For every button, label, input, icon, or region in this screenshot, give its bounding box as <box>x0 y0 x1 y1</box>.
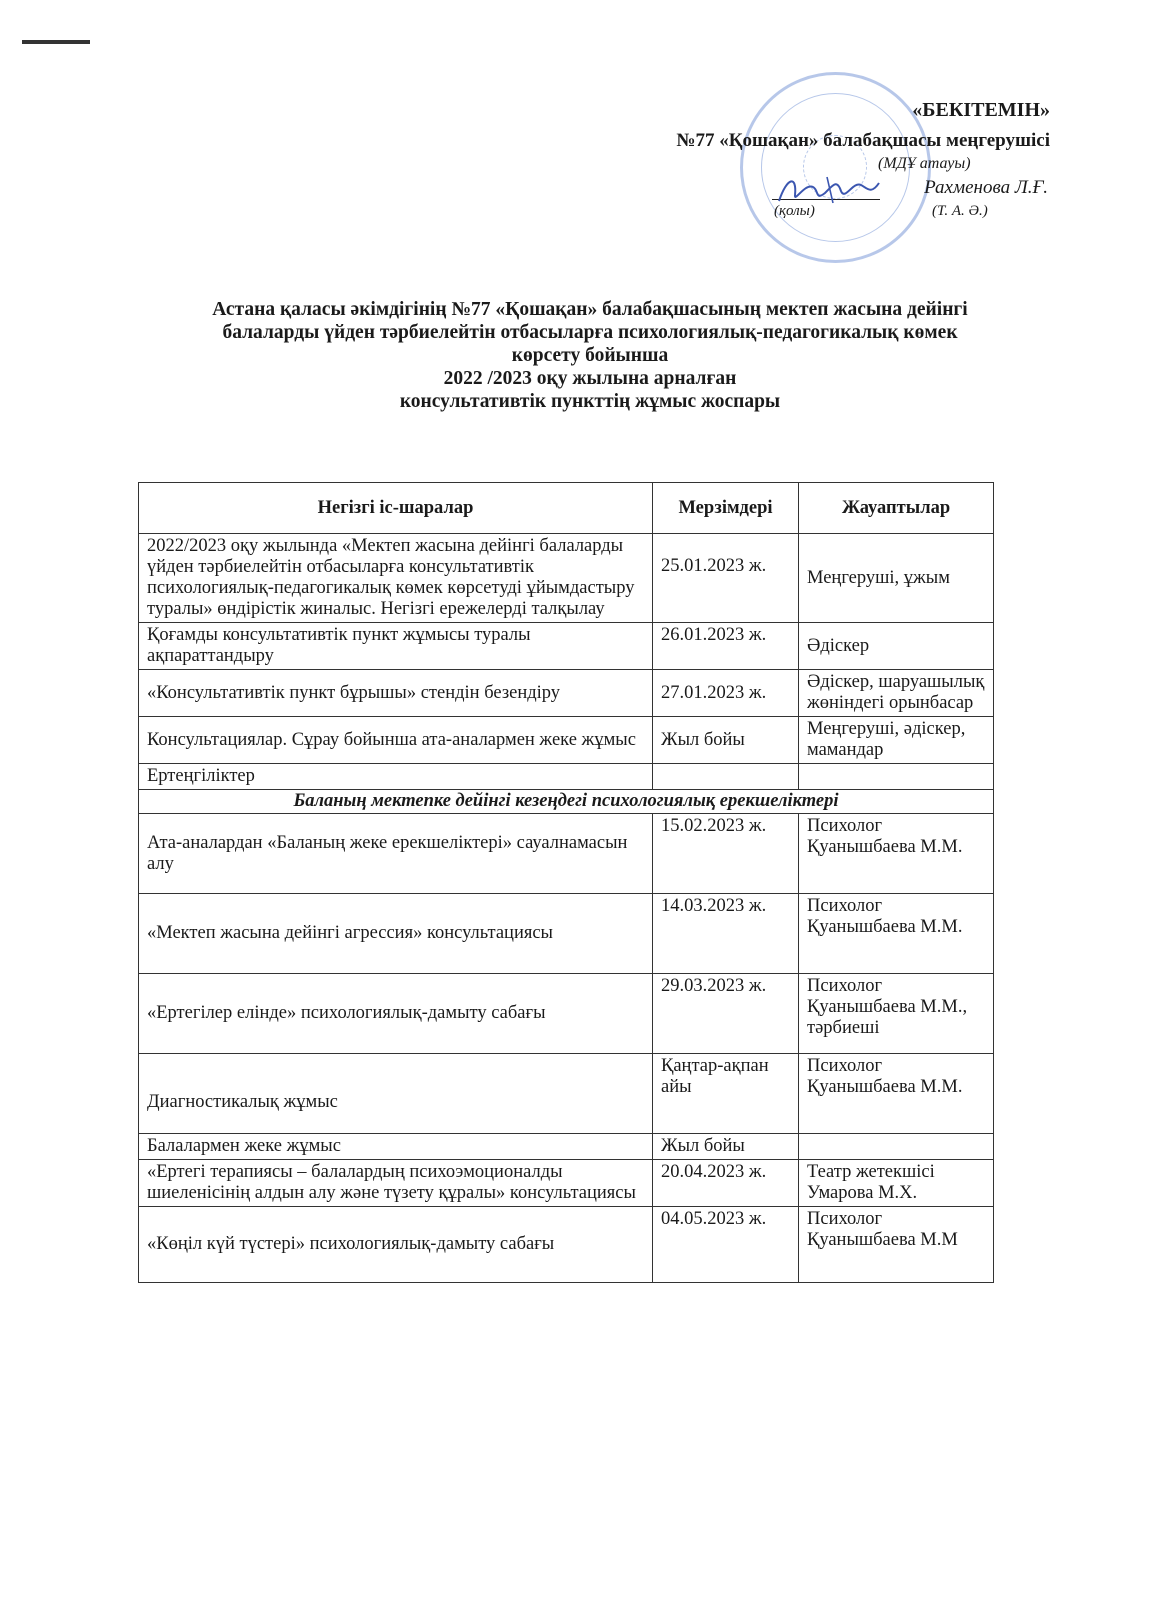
name-note: (Т. А. Ә.) <box>932 203 988 219</box>
responsible-cell: Психолог Қуанышбаева М.М. <box>799 1054 994 1134</box>
activity-cell: «Ертегілер елінде» психологиялық-дамыту сабағы <box>139 974 653 1054</box>
approver-name: Рахменова Л.Ғ. <box>924 177 1048 198</box>
activity-cell: Балалармен жеке жұмыс <box>139 1134 653 1160</box>
responsible-cell: Әдіскер <box>799 623 994 670</box>
signature-note: (қолы) <box>774 203 815 219</box>
table-row <box>139 670 994 717</box>
work-plan-table <box>138 482 994 1283</box>
responsible-cell: Психолог Қуанышбаева М.М. <box>799 814 994 894</box>
responsible-cell: Меңгеруші, әдіскер, мамандар <box>799 717 994 764</box>
activity-cell: Консультациялар. Сұрау бойынша ата-аналармен жеке жұмыс <box>139 717 653 764</box>
activity-cell: «Консультативтік пункт бұрышы» стендін безендіру <box>139 670 653 717</box>
document-title <box>150 298 1030 413</box>
section-title: Баланың мектепке дейінгі кезеңдегі психологиялық ерекшеліктері <box>139 790 994 814</box>
approval-block <box>560 95 1060 265</box>
table-row <box>139 534 994 623</box>
table-row <box>139 623 994 670</box>
approval-title: «БЕКІТЕМІН» <box>912 99 1050 121</box>
responsible-cell <box>799 764 994 790</box>
approval-position-note: (МДҰ атауы) <box>878 155 971 172</box>
activity-cell: «Көңіл күй түстері» психологиялық-дамыту сабағы <box>139 1207 653 1283</box>
date-cell: 14.03.2023 ж. <box>653 894 799 974</box>
date-cell: Жыл бойы <box>653 1134 799 1160</box>
date-cell: 26.01.2023 ж. <box>653 623 799 670</box>
date-cell: 25.01.2023 ж. <box>653 534 799 623</box>
activity-cell: Ертеңгіліктер <box>139 764 653 790</box>
date-cell: 20.04.2023 ж. <box>653 1160 799 1207</box>
activity-cell: 2022/2023 оқу жылында «Мектеп жасына дейінгі балаларды үйден тәрбиелейтін отбасыларға консультативтік психологиялық-педагогикалық көмек көрсетуді ұйымдастыру туралы» өндірістік жиналыс. Негізгі ережелерді талқылау <box>139 534 653 623</box>
activity-cell: Ата-аналардан «Баланың жеке ерекшеліктері» сауалнамасын алу <box>139 814 653 894</box>
date-cell: Қаңтар-ақпан айы <box>653 1054 799 1134</box>
table-row <box>139 974 994 1054</box>
title-line: консультативтік пункттің жұмыс жоспары <box>399 391 781 412</box>
table-row <box>139 764 994 790</box>
activity-cell: «Ертегі терапиясы – балалардың психоэмоционалды шиеленісінің алдын алу және түзету құралы» консультациясы <box>139 1160 653 1207</box>
header-activities: Негізгі іс-шаралар <box>139 483 653 534</box>
table-row <box>139 894 994 974</box>
table-row <box>139 1160 994 1207</box>
date-cell: 04.05.2023 ж. <box>653 1207 799 1283</box>
activity-cell: «Мектеп жасына дейінгі агрессия» консультациясы <box>139 894 653 974</box>
date-cell <box>653 764 799 790</box>
responsible-cell: Психолог Қуанышбаева М.М., тәрбиеші <box>799 974 994 1054</box>
header-dates: Мерзімдері <box>653 483 799 534</box>
date-cell: 27.01.2023 ж. <box>653 670 799 717</box>
responsible-cell: Психолог Қуанышбаева М.М <box>799 1207 994 1283</box>
table-row <box>139 717 994 764</box>
title-line: балаларды үйден тәрбиелейтін отбасыларға психологиялық-педагогикалық көмек <box>222 322 958 343</box>
table-row <box>139 814 994 894</box>
scan-artifact-mark <box>22 40 90 44</box>
date-cell: 29.03.2023 ж. <box>653 974 799 1054</box>
header-responsible: Жауаптылар <box>799 483 994 534</box>
signature-icon <box>775 173 885 207</box>
table-row <box>139 1134 994 1160</box>
table-row <box>139 1207 994 1283</box>
responsible-cell: Меңгеруші, ұжым <box>799 534 994 623</box>
date-cell: 15.02.2023 ж. <box>653 814 799 894</box>
table-header-row <box>139 483 994 534</box>
responsible-cell: Психолог Қуанышбаева М.М. <box>799 894 994 974</box>
title-line: Астана қаласы әкімдігінің №77 «Қошақан» балабақшасының мектеп жасына дейінгі <box>212 299 968 320</box>
responsible-cell <box>799 1134 994 1160</box>
approval-position: №77 «Қошақан» балабақшасы меңгерушісі <box>676 130 1050 151</box>
activity-cell: Диагностикалық жұмыс <box>139 1054 653 1134</box>
activity-cell: Қоғамды консультативтік пункт жұмысы туралы ақпараттандыру <box>139 623 653 670</box>
title-line: көрсету бойынша <box>511 345 669 366</box>
date-cell: Жыл бойы <box>653 717 799 764</box>
title-line: 2022 /2023 оқу жылына арналған <box>443 368 737 389</box>
responsible-cell: Әдіскер, шаруашылық жөніндегі орынбасар <box>799 670 994 717</box>
section-row <box>139 790 994 814</box>
responsible-cell: Театр жетекшісі Умарова М.Х. <box>799 1160 994 1207</box>
table-row <box>139 1054 994 1134</box>
